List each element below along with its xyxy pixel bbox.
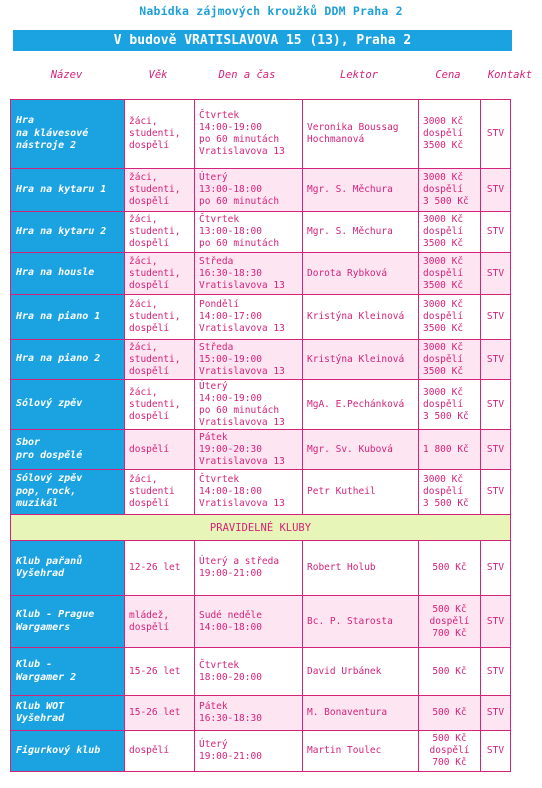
row-contact: STV: [481, 731, 511, 772]
row-time: Pátek 19:00-20:30 Vratislavova 13: [195, 430, 303, 470]
header-price: Cena: [435, 69, 461, 81]
row-name: Hra na housle: [11, 253, 125, 295]
row-contact: STV: [481, 541, 511, 596]
row-name: Hra na klávesové nástroje 2: [11, 100, 125, 169]
row-lecturer: Petr Kutheil: [303, 470, 419, 515]
row-price: 3000 Kč dospělí 3500 Kč: [419, 100, 481, 169]
row-lecturer: Bc. P. Starosta: [303, 596, 419, 648]
row-contact: STV: [481, 596, 511, 648]
table-row: [11, 169, 511, 212]
row-age: žáci, studenti, dospělí: [125, 169, 195, 212]
row-age: žáci, studenti, dospělí: [125, 295, 195, 340]
row-price: 3000 Kč dospělí 3 500 Kč: [419, 380, 481, 430]
table-row: [11, 212, 511, 253]
header-contact: Kontakt: [487, 69, 533, 81]
table-row: [11, 100, 511, 169]
table-row: [11, 295, 511, 340]
row-name: Klub - Prague Wargamers: [11, 596, 125, 648]
row-name: Figurkový klub: [11, 731, 125, 772]
row-name: Hra na piano 2: [11, 340, 125, 380]
row-time: Úterý 13:00-18:00 po 60 minutách: [195, 169, 303, 212]
row-contact: STV: [481, 100, 511, 169]
row-age: dospělí: [125, 731, 195, 772]
row-name: Hra na piano 1: [11, 295, 125, 340]
table-row: [11, 596, 511, 648]
row-price: 3000 Kč dospělí 3500 Kč: [419, 212, 481, 253]
row-lecturer: Kristýna Kleinová: [303, 340, 419, 380]
row-age: žáci, studenti, dospělí: [125, 253, 195, 295]
row-age: žáci, studenti, dospělí: [125, 380, 195, 430]
row-lecturer: Mgr. S. Měchura: [303, 212, 419, 253]
row-lecturer: David Urbánek: [303, 648, 419, 696]
row-name: Hra na kytaru 2: [11, 212, 125, 253]
row-name: Sólový zpěv pop, rock, muzikál: [11, 470, 125, 515]
row-contact: STV: [481, 212, 511, 253]
row-name: Klub - Wargamer 2: [11, 648, 125, 696]
row-lecturer: Kristýna Kleinová: [303, 295, 419, 340]
page-title: Nabídka zájmových kroužků DDM Praha 2: [139, 4, 403, 18]
table-row: [11, 648, 511, 696]
row-contact: STV: [481, 340, 511, 380]
row-lecturer: Robert Holub: [303, 541, 419, 596]
row-age: dospělí: [125, 430, 195, 470]
row-time: Úterý 14:00-19:00 po 60 minutách Vratislavova 13: [195, 380, 303, 430]
row-time: Čtvrtek 13:00-18:00 po 60 minutách: [195, 212, 303, 253]
table-row: [11, 470, 511, 515]
row-lecturer: Mgr. Sv. Kubová: [303, 430, 419, 470]
header-age: Věk: [148, 69, 168, 81]
row-time: Sudé neděle 14:00-18:00: [195, 596, 303, 648]
row-price: 3000 Kč dospělí 3 500 Kč: [419, 169, 481, 212]
row-age: žáci, studenti dospělí: [125, 470, 195, 515]
row-contact: STV: [481, 169, 511, 212]
row-price: 3000 Kč dospělí 3 500 Kč: [419, 470, 481, 515]
row-age: žáci, studenti, dospělí: [125, 340, 195, 380]
row-age: 15-26 let: [125, 648, 195, 696]
building-banner: V budově VRATISLAVOVA 15 (13), Praha 2: [13, 30, 512, 51]
row-age: 15-26 let: [125, 696, 195, 731]
row-age: 12-26 let: [125, 541, 195, 596]
row-lecturer: Martin Toulec: [303, 731, 419, 772]
row-time: Pondělí 14:00-17:00 Vratislavova 13: [195, 295, 303, 340]
row-time: Úterý a středa 19:00-21:00: [195, 541, 303, 596]
row-price: 500 Kč dospělí 700 Kč: [419, 731, 481, 772]
row-time: Středa 16:30-18:30 Vratislavova 13: [195, 253, 303, 295]
header-name: Název: [50, 69, 83, 81]
row-lecturer: Mgr. S. Měchura: [303, 169, 419, 212]
row-time: Úterý 19:00-21:00: [195, 731, 303, 772]
table-row: [11, 696, 511, 731]
row-price: 3000 Kč dospělí 3500 Kč: [419, 340, 481, 380]
row-price: 3000 Kč dospělí 3500 Kč: [419, 253, 481, 295]
row-lecturer: M. Bonaventura: [303, 696, 419, 731]
row-name: Klub pařanů Vyšehrad: [11, 541, 125, 596]
header-time: Den a čas: [218, 69, 276, 81]
row-contact: STV: [481, 380, 511, 430]
row-time: Středa 15:00-19:00 Vratislavova 13: [195, 340, 303, 380]
row-contact: STV: [481, 253, 511, 295]
row-time: Čtvrtek 14:00-18:00 Vratislavova 13: [195, 470, 303, 515]
row-price: 3000 Kč dospělí 3500 Kč: [419, 295, 481, 340]
row-name: Sbor pro dospělé: [11, 430, 125, 470]
table-row: [11, 430, 511, 470]
row-contact: STV: [481, 470, 511, 515]
row-price: 500 Kč: [419, 696, 481, 731]
row-price: 500 Kč: [419, 541, 481, 596]
table-row: [11, 541, 511, 596]
table-row: [11, 340, 511, 380]
row-name: Hra na kytaru 1: [11, 169, 125, 212]
courses-table: [10, 99, 511, 772]
section-title: PRAVIDELNÉ KLUBY: [11, 515, 511, 541]
row-price: 500 Kč dospělí 700 Kč: [419, 596, 481, 648]
row-name: Klub WOT Vyšehrad: [11, 696, 125, 731]
row-lecturer: Veronika Boussag Hochmanová: [303, 100, 419, 169]
row-price: 500 Kč: [419, 648, 481, 696]
row-time: Pátek 16:30-18:30: [195, 696, 303, 731]
section-row: [11, 515, 511, 541]
row-lecturer: Dorota Rybková: [303, 253, 419, 295]
row-contact: STV: [481, 430, 511, 470]
row-time: Čtvrtek 18:00-20:00: [195, 648, 303, 696]
row-time: Čtvrtek 14:00-19:00 po 60 minutách Vratislavova 13: [195, 100, 303, 169]
row-contact: STV: [481, 648, 511, 696]
header-lecturer: Lektor: [340, 69, 378, 81]
row-age: žáci, studenti, dospělí: [125, 212, 195, 253]
row-lecturer: MgA. E.Pechánková: [303, 380, 419, 430]
row-age: žáci, studenti, dospělí: [125, 100, 195, 169]
row-name: Sólový zpěv: [11, 380, 125, 430]
column-headers: [10, 69, 540, 85]
table-row: [11, 731, 511, 772]
row-contact: STV: [481, 295, 511, 340]
table-row: [11, 253, 511, 295]
row-price: 1 800 Kč: [419, 430, 481, 470]
table-row: [11, 380, 511, 430]
row-age: mládež, dospělí: [125, 596, 195, 648]
row-contact: STV: [481, 696, 511, 731]
